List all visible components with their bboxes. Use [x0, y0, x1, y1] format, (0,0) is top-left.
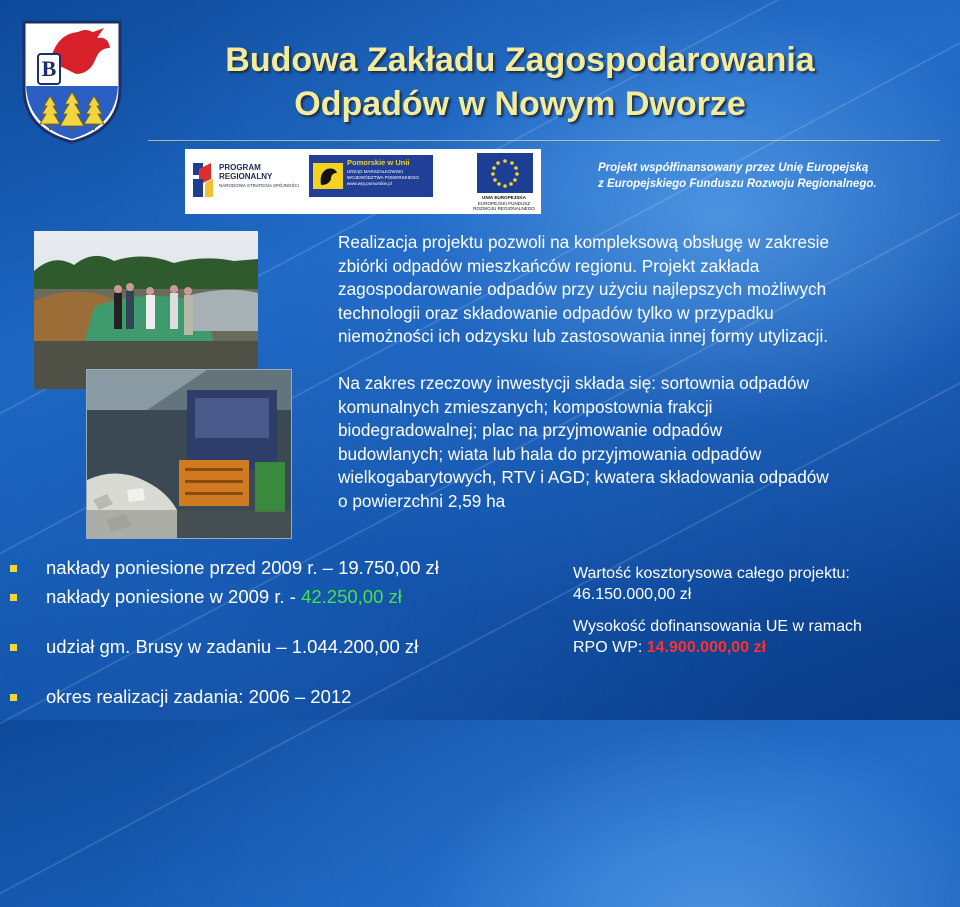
cofunding-note: [598, 160, 938, 192]
cost-item-text: okres realizacji zadania: 2006 – 2012: [46, 686, 352, 707]
description-line: niemożności ich odzysku lub zastosowania innej formy utylizacji.: [338, 326, 829, 347]
pomorskie-logo-line: Pomorskie w Unii: [347, 158, 410, 167]
bullet-icon: [10, 594, 17, 601]
project-value-summary: [573, 563, 943, 669]
title-divider: [148, 140, 940, 141]
bullet-icon: [10, 565, 17, 572]
description-line: Realizacja projektu pozwoli na kompleksową obsługę w zakresie: [338, 232, 830, 252]
eu-logo: [477, 153, 533, 193]
pomorskie-logo-line: www.wrp.pomorskie.pl: [347, 181, 392, 186]
description-line: biodegradowalnej; plac na przyjmowanie odpadów: [338, 420, 723, 441]
eu-funding-prefix: RPO WP:: [573, 639, 647, 656]
description-line: komunalnych zmieszanych; kompostownia frakcji: [338, 396, 713, 417]
description-line: zagospodarowanie odpadów przy użyciu najlepszych możliwych: [338, 279, 827, 300]
program-logo-line: PROGRAM: [219, 163, 261, 172]
eu-logo-line: EUROPEJSKI FUNDUSZ: [477, 200, 531, 206]
cost-item-text: udział gm. Brusy w zadaniu – 1.044.200,00 zł: [46, 636, 419, 657]
bullet-icon: [10, 694, 17, 701]
cost-item-text: nakłady poniesione przed 2009 r. – 19.750,00 zł: [46, 557, 439, 578]
eu-funding-label: Wysokość dofinansowania UE w ramach: [573, 618, 862, 635]
description-line: zbiórki odpadów mieszkańców regionu. Projekt zakłada: [338, 255, 760, 276]
description-line: wielkogabarytowych, RTV i AGD; kwatera składowania odpadów: [338, 467, 829, 488]
program-logo-line: REGIONALNY: [219, 172, 273, 181]
eu-stars-icon: [477, 153, 533, 193]
eu-funding-block: [573, 616, 943, 658]
cost-item-text: [46, 586, 402, 608]
funding-logos-strip: [185, 149, 541, 214]
pomorskie-logo-line: WOJEWÓDZTWA POMORSKIEGO: [347, 175, 419, 180]
description-line: technologii oraz składowanie odpadów tylko w przypadku: [338, 302, 774, 323]
description-line: budowlanych; wiata lub hala do przyjmowania odpadów: [338, 443, 762, 464]
page-title: [150, 38, 890, 126]
site-photo-image: [34, 231, 258, 389]
cost-2009-value: 42.250,00 zł: [301, 586, 402, 607]
title-line: Budowa Zakładu Zagospodarowania: [225, 41, 815, 79]
site-photo-waste-piles: [34, 231, 258, 389]
pomorskie-logo: [309, 155, 433, 197]
title-line: Odpadów w Nowym Dworze: [294, 85, 746, 123]
total-value-amount: 46.150.000,00 zł: [573, 586, 692, 603]
cofunding-line: z Europejskiego Funduszu Rozwoju Regionalnego.: [598, 178, 877, 190]
program-logo-line: NARODOWA STRATEGIA SPÓJNOŚCI: [219, 183, 300, 188]
eu-funding-amount: 14.900.000,00 zł: [646, 639, 766, 656]
project-description: [338, 231, 944, 514]
bullet-icon: [10, 644, 17, 651]
pomorskie-logo-line: URZĄD MARSZAŁKOWSKI: [347, 169, 404, 174]
site-photo-sorting-plant: [86, 369, 292, 539]
eu-logo-line: ROZWOJU REGIONALNEGO: [473, 206, 535, 212]
pomorskie-griffin-icon: [313, 163, 343, 189]
eu-logo-line: UNIA EUROPEJSKA: [482, 195, 526, 200]
description-line: Na zakres rzeczowy inwestycji składa się: sortownia odpadów: [338, 372, 809, 393]
coat-of-arms-emblem: [20, 18, 124, 146]
total-value-block: [573, 563, 943, 605]
description-line: o powierzchni 2,59 ha: [338, 490, 506, 511]
cofunding-line: Projekt współfinansowany przez Unię Europejską: [598, 162, 869, 174]
cost-item-prefix: nakłady poniesione w 2009 r. -: [46, 586, 302, 607]
sorting-plant-image: [87, 370, 292, 539]
svg-text:B: B: [41, 56, 57, 81]
total-value-label: Wartość kosztorysowa całego projektu:: [573, 565, 850, 582]
